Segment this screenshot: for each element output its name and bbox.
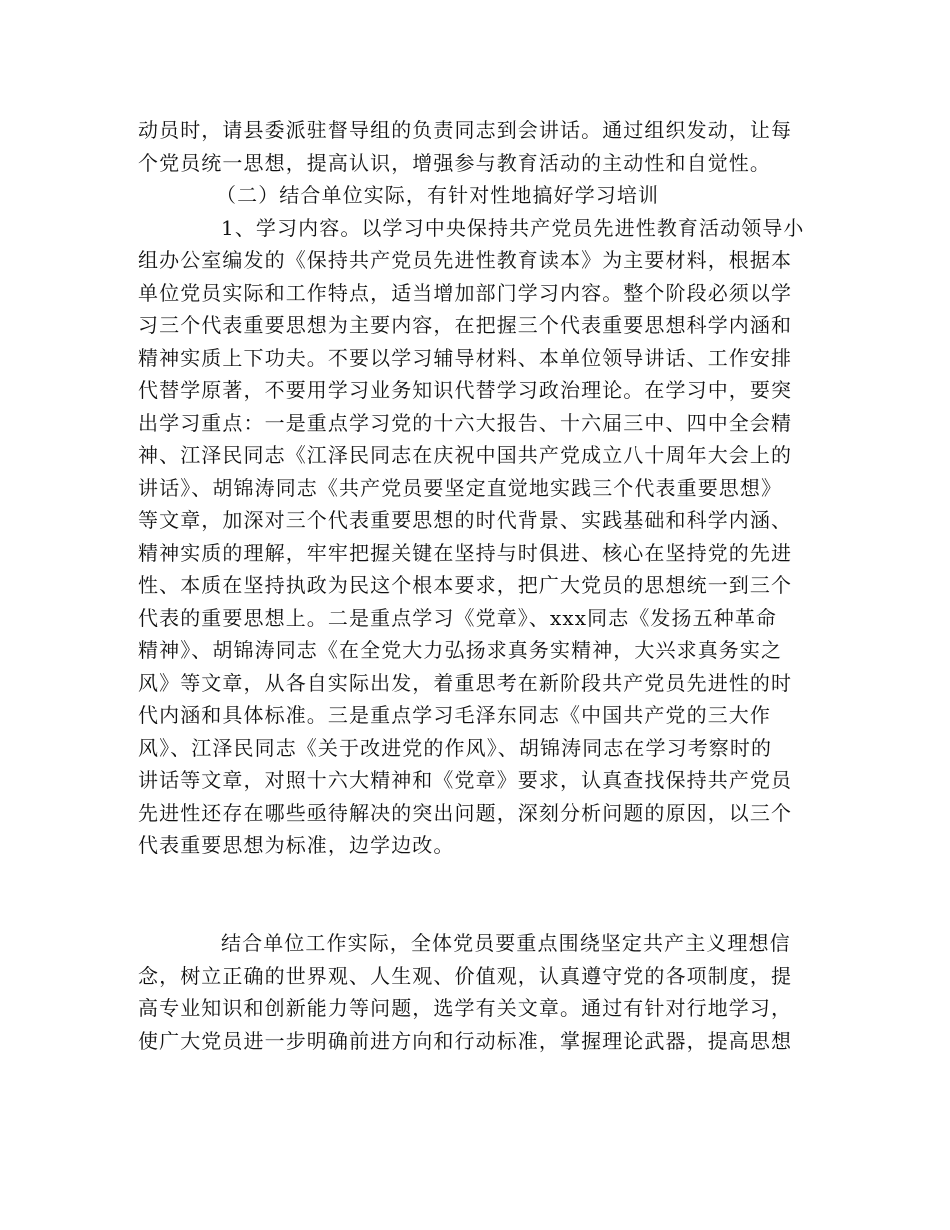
text-line: 性、本质在坚持执政为民这个根本要求，把广大党员的思想统一到三个 xyxy=(138,573,793,597)
text-line: 动员时，请县委派驻督导组的负责同志到会讲话。通过组织发动，让每 xyxy=(138,118,793,142)
text-line: 代内涵和具体标准。三是重点学习毛泽东同志《中国共产党的三大作 xyxy=(138,703,771,727)
text-line: 结合单位工作实际，全体党员要重点围绕坚定共产主义理想信 xyxy=(221,931,791,955)
text-line: 出学习重点：一是重点学习党的十六大报告、十六届三中、四中全会精 xyxy=(138,410,793,435)
text-line: 风》、江泽民同志《关于改进党的作风》、胡锦涛同志在学习考察时的 xyxy=(138,735,773,760)
text-line: 代表的重要思想上。二是重点学习《党章》、xxx同志《发扬五种革命 xyxy=(138,605,778,630)
text-line: 1、学习内容。以学习中央保持共产党员先进性教育活动领导小 xyxy=(221,215,805,240)
text-line: 等文章，加深对三个代表重要思想的时代背景、实践基础和科学内涵、 xyxy=(138,508,793,532)
text-line: 习三个代表重要思想为主要内容，在把握三个代表重要思想科学内涵和 xyxy=(138,313,793,337)
text-line: 个党员统一思想，提高认识，增强参与教育活动的主动性和自觉性。 xyxy=(138,150,771,175)
text-line: 精神》、胡锦涛同志《在全党大力弘扬求真务实精神，大兴求真务实之 xyxy=(138,638,783,662)
text-line: 代替学原著，不要用学习业务知识代替学习政治理论。在学习中，要突 xyxy=(138,378,793,402)
paragraph-study-content xyxy=(138,212,818,862)
text-line: 讲话》、胡锦涛同志《共产党员要坚定直觉地实践三个代表重要思想》 xyxy=(138,475,783,500)
text-line: 念，树立正确的世界观、人生观、价值观，认真遵守党的各项制度，提 xyxy=(138,963,793,988)
text-line: 使广大党员进一步明确前进方向和行动标准，掌握理论武器，提高思想 xyxy=(138,1028,793,1053)
text-line: 精神实质上下功夫。不要以学习辅导材料、本单位领导讲话、工作安排 xyxy=(138,345,793,370)
text-line: 代表重要思想为标准，边学边改。 xyxy=(138,833,455,857)
text-line: 先进性还存在哪些亟待解决的突出问题，深刻分析问题的原因，以三个 xyxy=(138,800,793,825)
text-line: 讲话等文章，对照十六大精神和《党章》要求，认真查找保持共产党员 xyxy=(138,768,793,792)
text-line: 神、江泽民同志《江泽民同志在庆祝中国共产党成立八十周年大会上的 xyxy=(138,443,793,467)
section-heading: （二）结合单位实际，有针对性地搞好学习培训 xyxy=(216,183,660,207)
text-line: 组办公室编发的《保持共产党员先进性教育读本》为主要材料，根据本 xyxy=(138,248,793,272)
text-line: 精神实质的理解，牢牢把握关键在坚持与时俱进、核心在坚持党的先进 xyxy=(138,540,793,565)
text-line: 单位党员实际和工作特点，适当增加部门学习内容。整个阶段必须以学 xyxy=(138,280,793,305)
text-line: 高专业知识和创新能力等问题，选学有关文章。通过有针对行地学习， xyxy=(138,996,793,1020)
text-line: 风》等文章，从各自实际出发，着重思考在新阶段共产党员先进性的时 xyxy=(138,670,793,695)
paragraph-work-practice xyxy=(138,927,818,1057)
paragraph-continuation xyxy=(138,114,818,212)
